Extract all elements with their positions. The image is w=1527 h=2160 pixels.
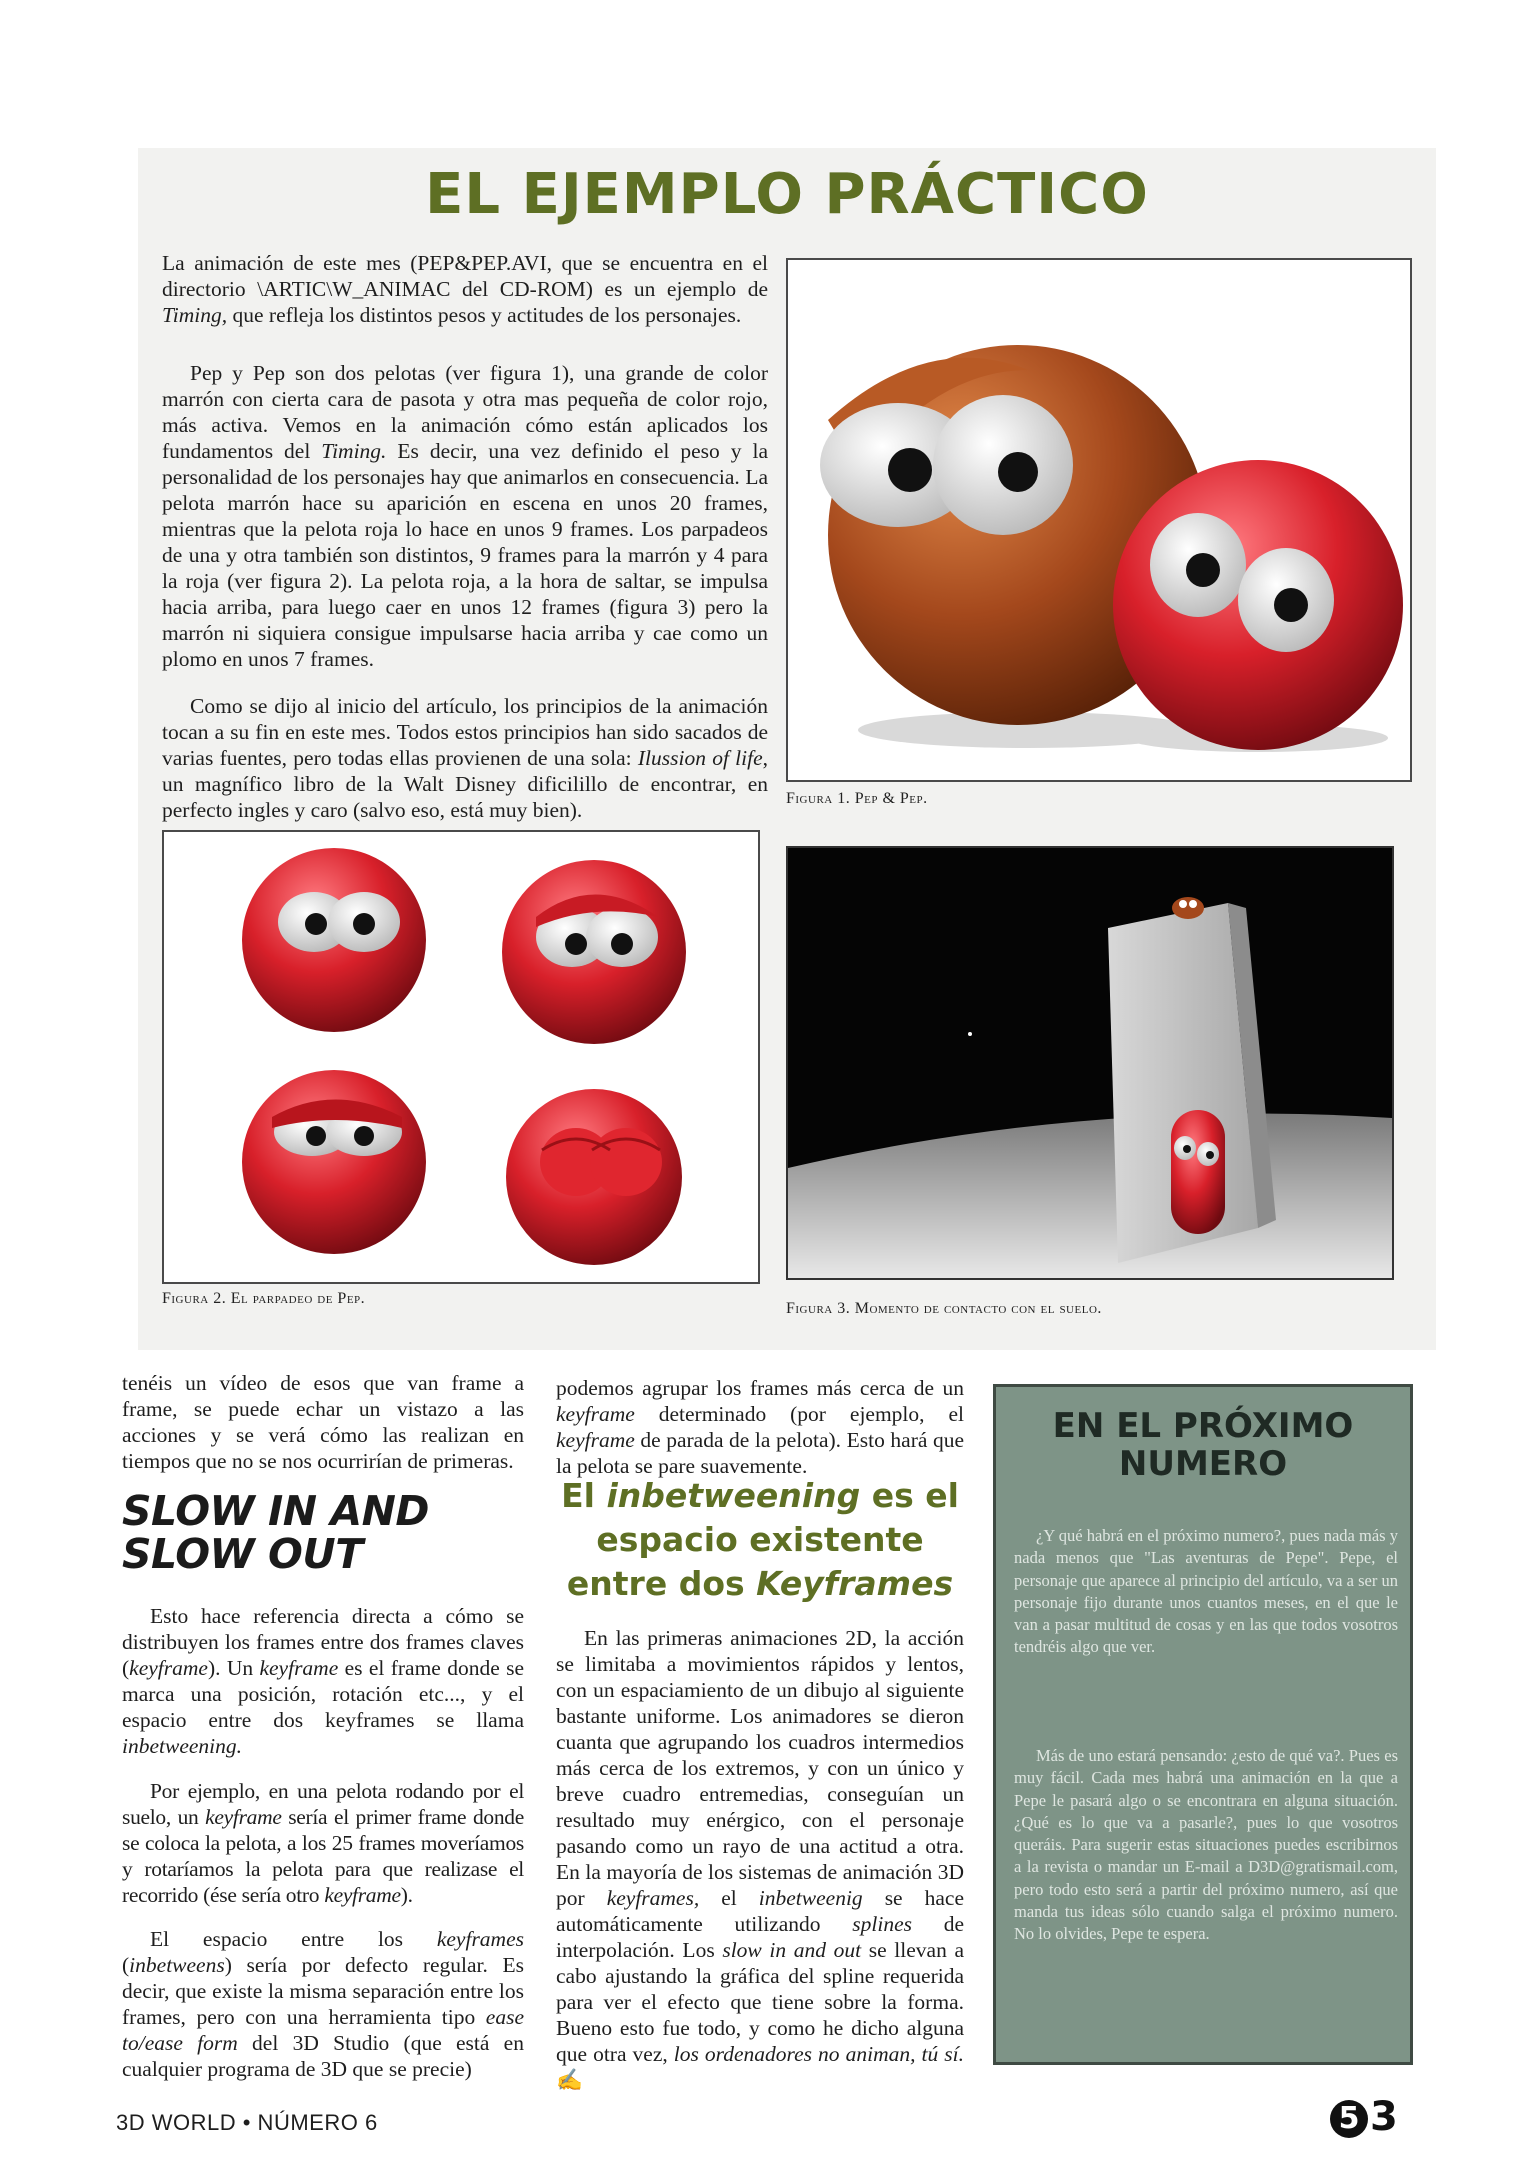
heading-inb-part-b: inbetweening [606, 1476, 861, 1515]
text-run: keyframe [556, 1402, 635, 1426]
col1-paragraph-espacio [122, 1926, 524, 2082]
paragraph-pep-y-pep [162, 360, 768, 672]
blink-frame-4 [506, 1089, 682, 1265]
heading-inb-line2: espacio existente [596, 1520, 924, 1559]
text-run: tenéis un vídeo de esos que van frame a frame, se puede echar un vistazo a las acciones y se verá cómo las realizan en tiempos que no se nos ocurrirían de primeras. [122, 1371, 524, 1473]
figure-1-caption: Figura 1. Pep & Pep. [786, 790, 928, 807]
text-run: el [699, 1886, 759, 1910]
text-run: ( [122, 1953, 130, 1977]
text-run: En las primeras animaciones 2D, la acción se limitaba a movimientos rápidos y lentos, con un espaciamiento de un dibujo al siguiente bastante uniforme. Los animadores se dieron cuanta que agrupando los cuadros intermedios más cerca de los extremos, y con un único y breve cuadro entremedias, conseguían un resultado muy enérgico, con el personaje pasando como un rayo de una actitud a otra. En la mayoría de los sistemas de animación 3D por [556, 1626, 964, 1910]
heading-inb-line1 [540, 1474, 980, 1518]
figure-3-render [788, 848, 1392, 1278]
page-number [1330, 2094, 1398, 2140]
footer-magazine: 3D WORLD • NÚMERO 6 [116, 2110, 378, 2135]
text-run: ease to/ease form [122, 2005, 524, 2055]
heading-slow-line2: SLOW OUT [122, 1530, 363, 1578]
text-run: sería el primer frame donde se coloca la pelota, a los 25 frames moveríamos y rotaríamos la pelota para que realizase el recorrido (ése sería otro [122, 1805, 524, 1907]
text-run: keyframe [556, 1428, 635, 1452]
text-run: inbetweenig [758, 1886, 863, 1910]
text-run: Es decir, una vez definido el peso y la personalidad de los personajes hay que animarlos en consecuencia. La pelota marrón hace su aparición en escena en unos 20 frames, mientras que la pelota roja lo hace en unos 9 frames. Los parpadeos de una y otra también son distintos, 9 frames para la marrón y 4 para la roja (ver figura 2). La pelota roja, a la hora de saltar, se impulsa hacia arriba, para luego caer en unos 12 frames (figura 3) pero la marrón ni siquiera consigue impulsarse hacia arriba y cae como un plomo en unos 7 frames. [162, 439, 768, 671]
figure-2-render [164, 832, 758, 1282]
sidebar-heading-line1: EN EL PRÓXIMO [1052, 1406, 1354, 1446]
sidebar-heading-line2: NUMERO [1118, 1444, 1288, 1484]
page-number-digit: 3 [1370, 2094, 1398, 2140]
text-run: Timing, [162, 303, 228, 327]
text-run: que refleja los distintos pesos y actitudes de los personajes. [227, 303, 742, 327]
text-run: Ilussion of life [637, 746, 763, 770]
figure-3-image [786, 846, 1394, 1280]
text-run: se hace automáticamente utilizando [556, 1886, 964, 1936]
text-run: keyframe [205, 1805, 282, 1829]
text-run: podemos agrupar los frames más cerca de un [556, 1376, 964, 1400]
figure-1-image [786, 258, 1412, 782]
text-run: del 3D Studio (que está en cualquier programa de 3D que se precie) [122, 2031, 524, 2081]
blink-frame-3 [242, 1070, 426, 1254]
figure-2-caption: Figura 2. El parpadeo de Pep. [162, 1290, 366, 1307]
sidebar-paragraph-1 [1014, 1525, 1398, 1659]
sidebar-p1-text: ¿Y qué habrá en el próximo numero?, pues nada más y nada menos que "Las aventuras de Pepe". Pepe, el personaje que aparece al principio del artículo, va a ser un personaje fijo durante unos cuantos meses, en el que le van a pasar multitud de cosas y en las que todos vosotros tendréis algo que ver. [1014, 1526, 1398, 1657]
col1-paragraph-ejemplo [122, 1778, 524, 1908]
col1-continuation [122, 1370, 524, 1474]
text-run: Por ejemplo, en una pelota rodando por el suelo, un [122, 1779, 524, 1829]
text-run: slow in and out [722, 1938, 862, 1962]
squashed-red-ball [1171, 1110, 1225, 1234]
heading-inb-part-d: entre dos [566, 1564, 757, 1603]
figure-1-render [788, 260, 1410, 780]
blink-frame-2 [502, 860, 686, 1044]
figure-2-image [162, 830, 760, 1284]
text-run: keyframes, [606, 1886, 700, 1910]
sidebar-proximo-numero [993, 1384, 1413, 2065]
text-run: ). Un [207, 1656, 260, 1680]
heading-slow-line1: SLOW IN AND [122, 1487, 429, 1535]
heading-inb-line3 [540, 1562, 980, 1606]
intro-paragraph [162, 250, 768, 328]
heading-inb-part-e: Keyframes [756, 1564, 954, 1603]
page-number-circle-digit: 5 [1330, 2100, 1368, 2138]
text-run: keyframe [324, 1883, 401, 1907]
text-run: ). [400, 1883, 413, 1907]
col2-paragraph-animaciones [556, 1625, 964, 2093]
text-run: Como se dijo al inicio del artículo, los principios de la animación tocan a su fin en este mes. Todos estos principios han sido sacados de varias fuentes, pero todas ellas provienen de una sola: [162, 694, 768, 770]
sidebar-heading [996, 1407, 1410, 1483]
paragraph-principios [162, 693, 768, 823]
text-run: , un magnífico libro de la Walt Disney dificilillo de encontrar, en perfecto ingles y caro (salvo eso, está muy bien). [162, 746, 768, 822]
text-run: El espacio entre los [150, 1927, 437, 1951]
text-run: inbetweening. [122, 1734, 243, 1758]
text-run: inbetweens [129, 1953, 225, 1977]
text-run: La animación de este mes (PEP&PEP.AVI, que se encuentra en el directorio \ARTIC\W_ANIMAC del CD-ROM) es un ejemplo de [162, 251, 768, 301]
text-run: splines [852, 1912, 912, 1936]
text-run: keyframes [436, 1927, 524, 1951]
sidebar-p2-text: Más de uno estará pensando: ¿esto de qué va?. Pues es muy fácil. Cada mes habrá una animación en la que a Pepe le pasará algo o se encontrara en alguna situación. ¿Qué es lo que va a pasarle?, pues lo que vosotros queráis. Para sugerir estas situaciones puedes escribirnos a la revista o mandar un E-mail a D3D@gratismail.com, pero todo esto será a partir del próximo numero, así que manda tus ideas sólo cuando salga el próximo numero. No lo olvides, Pepe te espera. [1014, 1746, 1398, 1944]
text-run: keyframe [259, 1656, 339, 1680]
col2-continuation [556, 1375, 964, 1479]
text-run: Esto hace referencia directa a cómo se distribuyen los frames entre dos frames claves ( [122, 1604, 524, 1680]
text-run: keyframe [129, 1656, 208, 1680]
sidebar-paragraph-2 [1014, 1745, 1398, 1946]
figure-3-caption: Figura 3. Momento de contacto con el suelo. [786, 1300, 1102, 1317]
text-run: ✍ [556, 2068, 583, 2092]
text-run: Timing. [321, 439, 387, 463]
heading-inb-part-c: es el [860, 1476, 959, 1515]
heading-inb-part-a: El [561, 1476, 607, 1515]
heading-inbetweening [540, 1474, 980, 1606]
text-run: determinado (por ejemplo, el [634, 1402, 964, 1426]
text-run: es el frame donde se marca una posición, rotación etc..., y el espacio entre dos keyframes se llama [122, 1656, 524, 1732]
article-title: EL EJEMPLO PRÁCTICO [425, 162, 1149, 227]
text-run: de parada de la pelota). Esto hará que la pelota se pare suavemente. [556, 1428, 964, 1478]
text-run: Pep y Pep son dos pelotas (ver figura 1), una grande de color marrón con cierta cara de pasota y otra mas pequeña de color rojo, más activa. Vemos en la animación cómo están aplicados los fundamentos del [162, 361, 768, 463]
text-run: se llevan a cabo ajustando la gráfica del spline requerida para ver el efecto que tiene sobre la forma. Bueno esto fue todo, y como he dicho alguna que otra vez, [556, 1938, 964, 2066]
text-run: los ordenadores no animan, tú sí. [673, 2042, 964, 2066]
heading-slow-in-slow-out [122, 1487, 524, 1578]
col1-paragraph-keyframe [122, 1603, 524, 1759]
text-run: de interpolación. Los [556, 1912, 965, 1962]
blink-frame-1 [242, 848, 426, 1032]
text-run: ) sería por defecto regular. Es decir, que existe la misma separación entre los frames, pero con una herramienta tipo [122, 1953, 524, 2029]
